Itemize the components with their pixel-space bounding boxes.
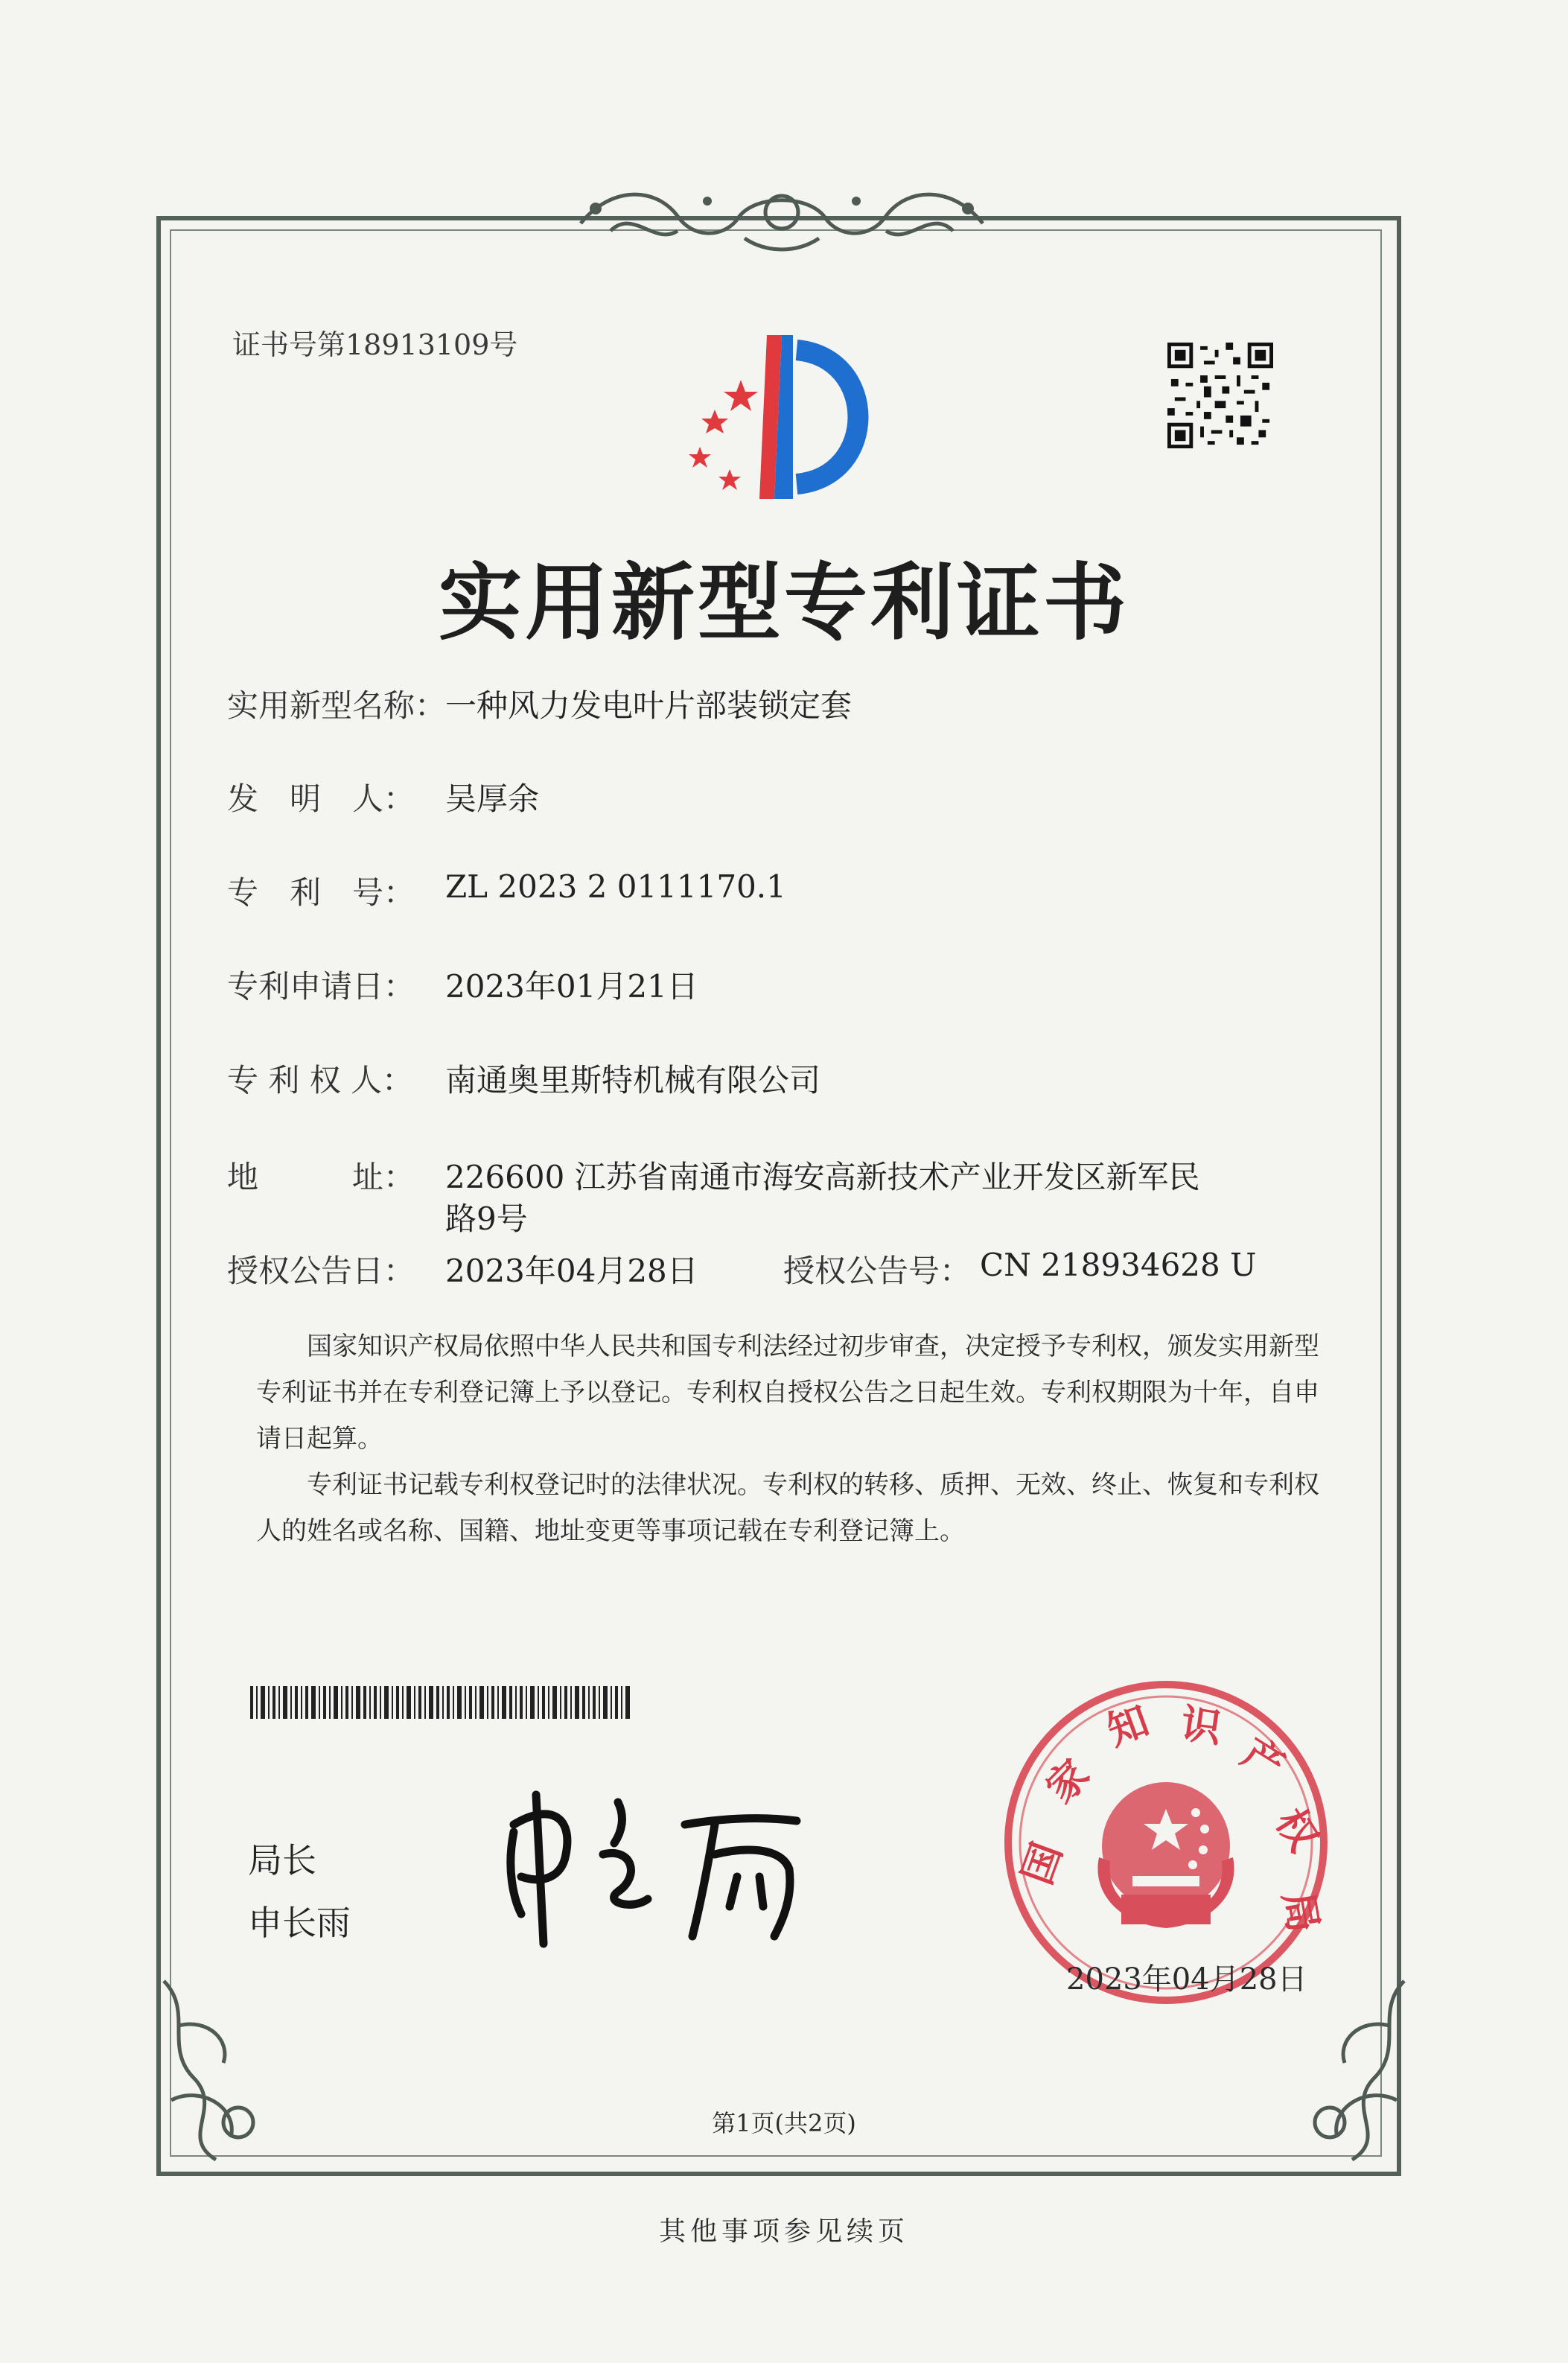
patentee-label: 专 利 权 人： [227, 1062, 414, 1098]
top-ornament [566, 179, 998, 261]
address-line2: 路9号 [445, 1200, 528, 1237]
address-label: 地 址： [227, 1159, 415, 1195]
handwritten-signature [491, 1772, 819, 1951]
director-title: 局长 [248, 1840, 316, 1880]
seal-date: 2023年04月28日 [1066, 1962, 1307, 1997]
svg-text:权: 权 [1266, 1800, 1328, 1860]
page-number: 第1页(共2页) [712, 2109, 856, 2137]
qr-code [1167, 343, 1273, 448]
legal-paragraph-2-line-1: 专利证书记载专利权登记时的法律状况。专利权的转移、质押、无效、终止、恢复和专利权 [307, 1470, 1319, 1500]
continuation-note: 其他事项参见续页 [658, 2216, 909, 2247]
legal-paragraph-1-line-1: 国家知识产权局依照中华人民共和国专利法经过初步审查，决定授予专利权，颁发实用新型 [307, 1332, 1319, 1361]
certificate-number: 证书号第18913109号 [232, 328, 518, 361]
utility-model-name: 一种风力发电叶片部装锁定套 [445, 687, 852, 724]
svg-text:家: 家 [1036, 1750, 1099, 1813]
utility-model-name-label: 实用新型名称： [227, 687, 447, 724]
patent-no-label: 专 利 号： [227, 874, 415, 911]
svg-text:识: 识 [1178, 1699, 1225, 1752]
barcode [250, 1686, 631, 1719]
inventor-label: 发 明 人： [227, 780, 415, 817]
svg-text:产: 产 [1234, 1728, 1293, 1790]
grant-no-label: 授权公告号： [783, 1253, 972, 1289]
legal-paragraph-1-line-3: 请日起算。 [256, 1424, 383, 1454]
filing-date-label: 专利申请日： [227, 968, 415, 1005]
filing-date-value: 2023年01月21日 [445, 968, 698, 1005]
grant-date-label: 授权公告日： [227, 1253, 415, 1289]
grant-no-value: CN 218934628 U [980, 1247, 1257, 1283]
legal-paragraph-1-line-2: 专利证书并在专利登记簿上予以登记。专利权自授权公告之日起生效。专利权期限为十年，自申 [256, 1378, 1319, 1408]
certificate-title: 实用新型专利证书 [439, 554, 1129, 652]
director-name: 申长雨 [248, 1903, 351, 1943]
svg-text:知: 知 [1100, 1696, 1156, 1755]
svg-text:局: 局 [1274, 1888, 1328, 1936]
svg-text:国: 国 [1013, 1836, 1071, 1891]
address-line1: 226600 江苏省南通市海安高新技术产业开发区新军民 [445, 1159, 1200, 1195]
inventor-value: 吴厚余 [445, 780, 540, 817]
grant-date-value: 2023年04月28日 [445, 1253, 698, 1289]
legal-paragraph-2-line-2: 人的姓名或名称、国籍、地址变更等事项记载在专利登记簿上。 [256, 1516, 965, 1546]
patentee-value: 南通奥里斯特机械有限公司 [445, 1062, 821, 1098]
cnipa-logo [670, 320, 893, 514]
patent-no-value: ZL 2023 2 0111170.1 [445, 868, 786, 905]
